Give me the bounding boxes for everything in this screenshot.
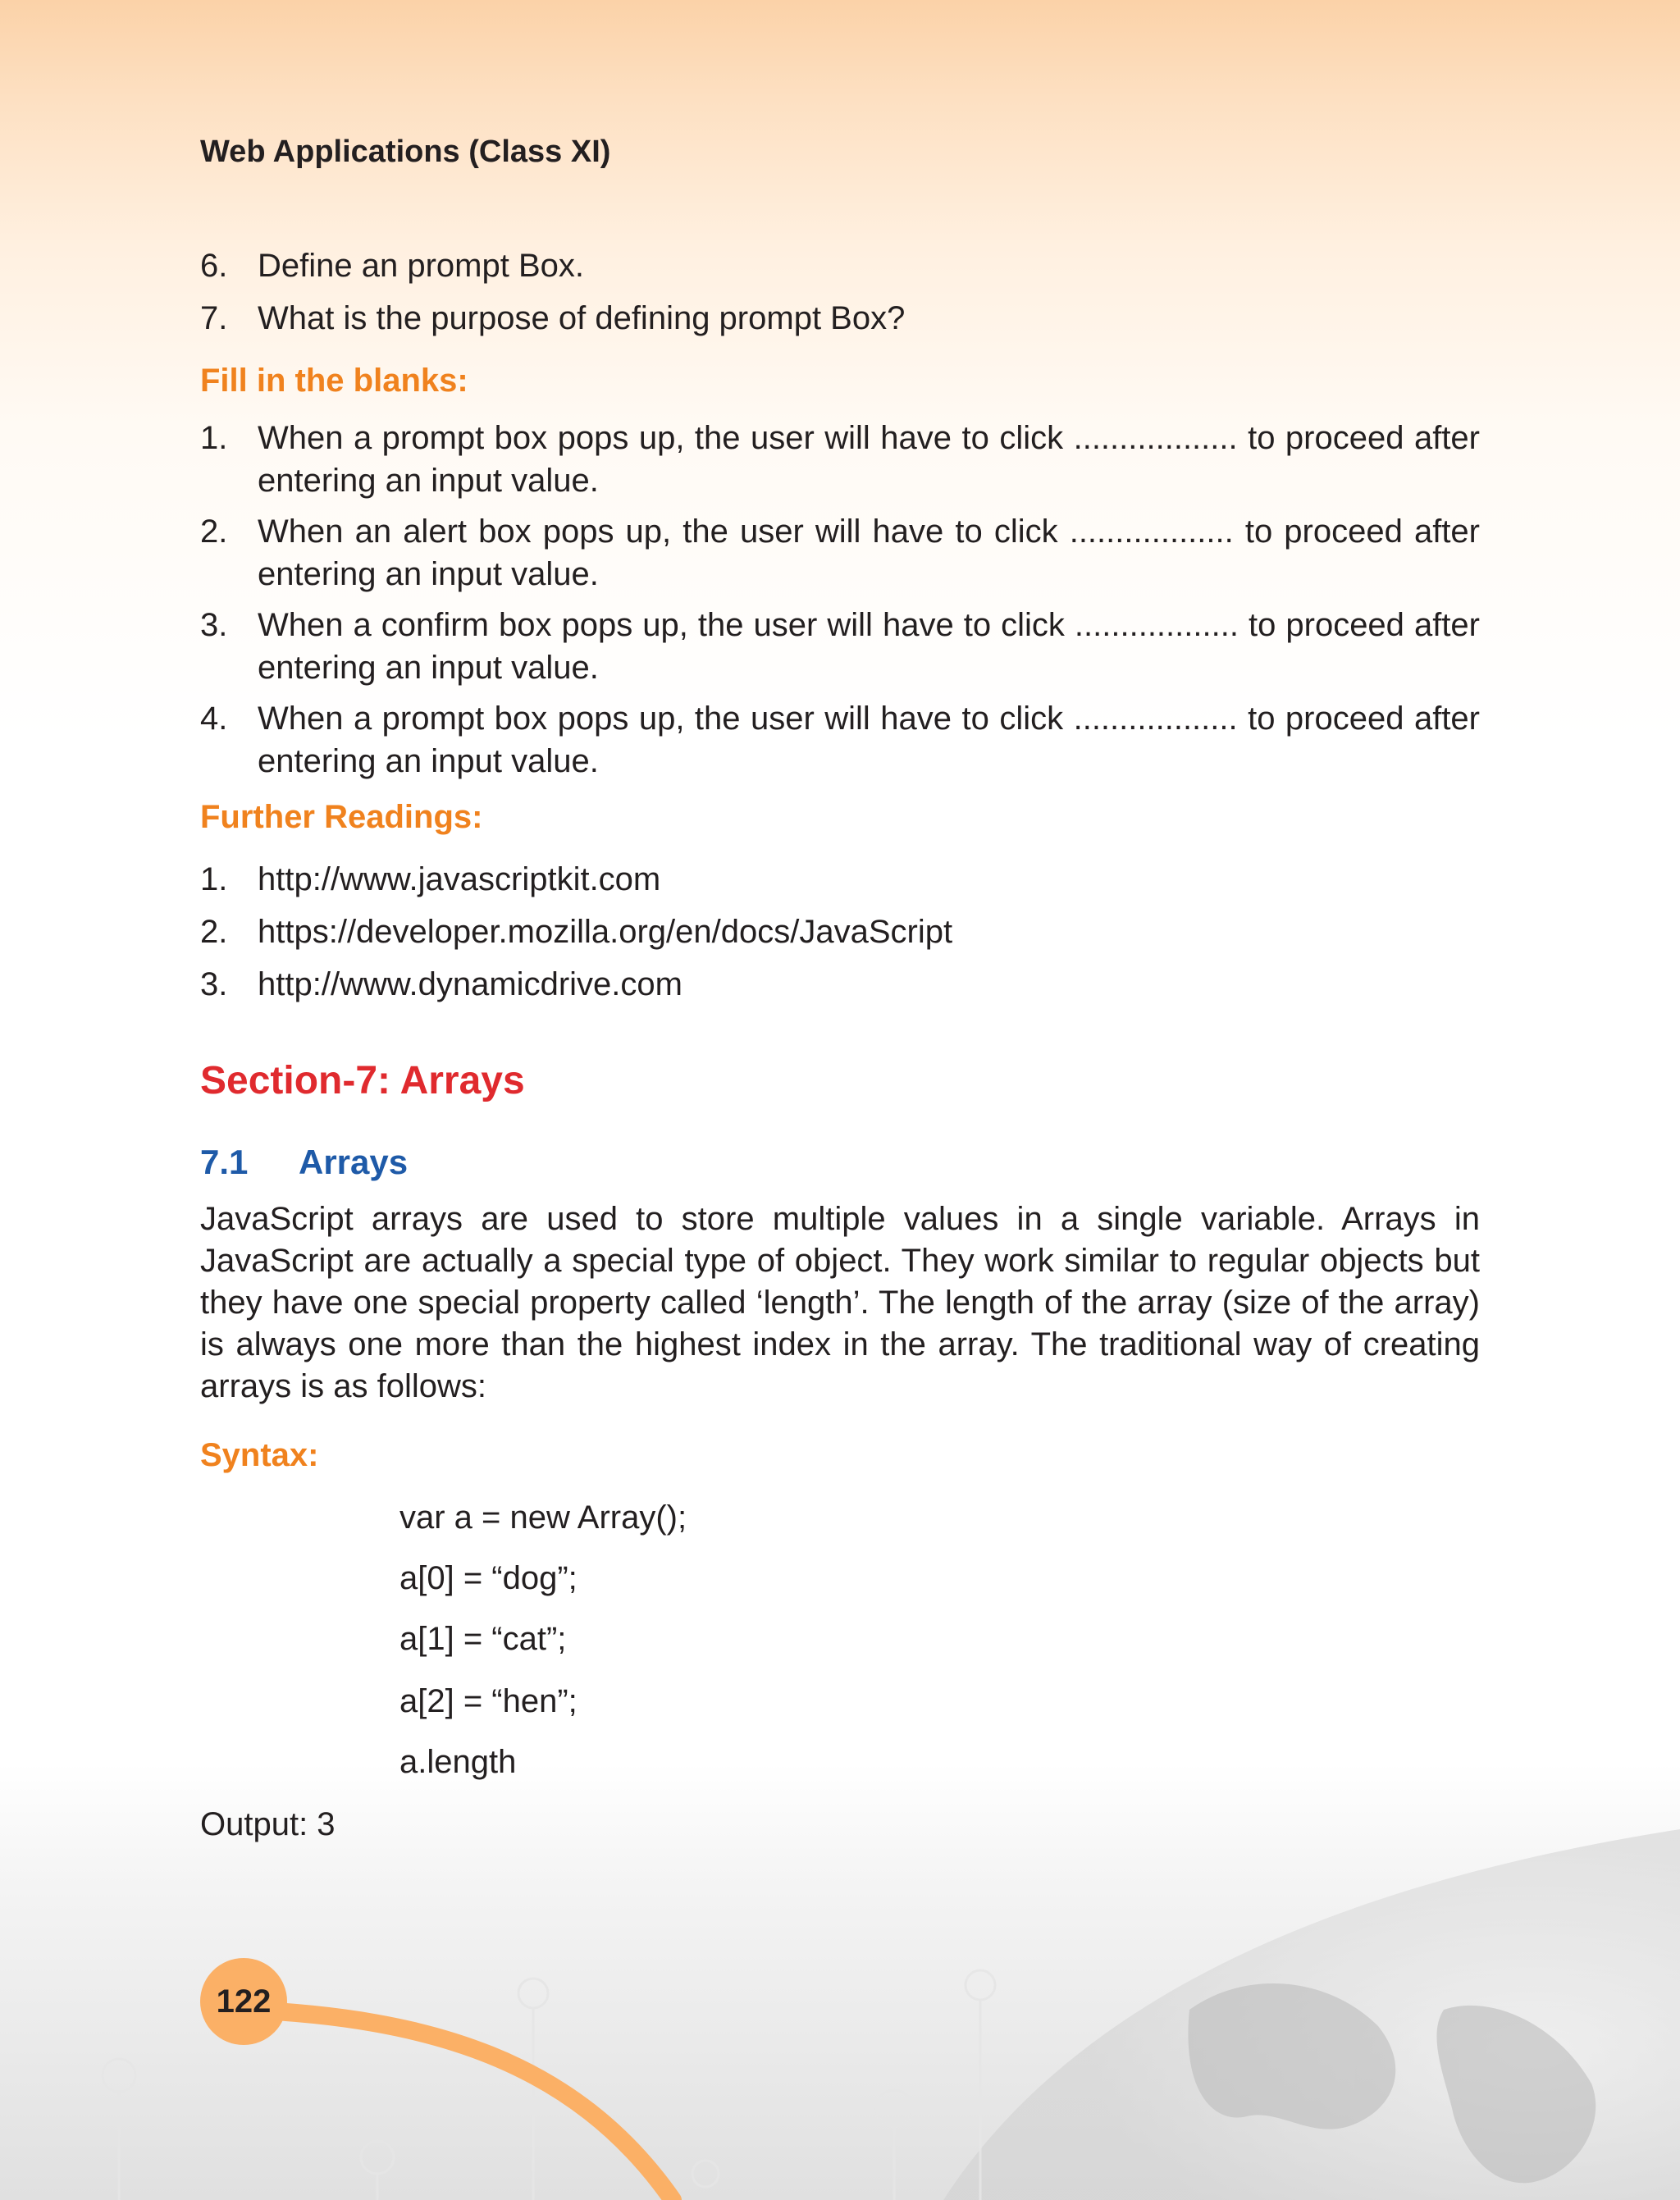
fill-blanks-heading: Fill in the blanks: [200, 363, 468, 399]
list-item [200, 697, 1480, 783]
item-text: Define an prompt Box. [258, 248, 584, 284]
further-readings-heading: Further Readings: [200, 799, 483, 835]
fill-blanks-list [200, 417, 1480, 783]
running-header: Web Applications (Class XI) [200, 135, 611, 169]
subsection-heading [200, 1143, 408, 1182]
item-number: 1. [200, 420, 228, 456]
item-text: When a prompt box pops up, the user will have to click .................. to proceed after entering an input value. [258, 701, 1480, 779]
item-number: 4. [200, 701, 228, 737]
reading-link: http://www.dynamicdrive.com [258, 966, 682, 1002]
code-line: a[2] = “hen”; [399, 1683, 578, 1719]
list-item [200, 604, 1480, 689]
item-text: When an alert box pops up, the user will have to click .................. to proceed after entering an input value. [258, 513, 1480, 592]
item-text: What is the purpose of defining prompt Box? [258, 300, 906, 336]
list-item [200, 510, 1480, 596]
list-item [200, 417, 1480, 502]
item-number: 7. [200, 300, 228, 336]
list-item [200, 297, 1480, 340]
further-readings-list [200, 858, 1480, 1006]
reading-link: http://www.javascriptkit.com [258, 861, 661, 897]
page-number-badge: 122 [200, 1958, 287, 2045]
reading-link: https://developer.mozilla.org/en/docs/JavaScript [258, 914, 953, 950]
review-questions [200, 244, 1480, 340]
item-text: When a prompt box pops up, the user will have to click .................. to proceed after entering an input value. [258, 420, 1480, 499]
code-line: a[0] = “dog”; [399, 1560, 578, 1596]
section-title: Section-7: Arrays [200, 1059, 525, 1102]
code-line: a.length [399, 1744, 517, 1780]
syntax-heading: Syntax: [200, 1437, 319, 1473]
subsection-title: Arrays [299, 1143, 409, 1181]
list-item [200, 963, 1480, 1006]
item-number: 3. [200, 607, 228, 643]
item-number: 2. [200, 513, 228, 550]
item-number: 1. [200, 861, 228, 897]
list-item [200, 244, 1480, 287]
subsection-number: 7.1 [200, 1143, 249, 1181]
code-line: var a = new Array(); [399, 1499, 687, 1536]
item-text: When a confirm box pops up, the user will have to click .................. to proceed after entering an input value. [258, 607, 1480, 686]
code-line: a[1] = “cat”; [399, 1621, 567, 1657]
list-item [200, 858, 1480, 901]
orange-swoosh [246, 2010, 673, 2200]
item-number: 2. [200, 914, 228, 950]
item-number: 3. [200, 966, 228, 1002]
output-text: Output: 3 [200, 1806, 336, 1842]
item-number: 6. [200, 248, 228, 284]
arrays-paragraph: JavaScript arrays are used to store multiple values in a single variable. Arrays in JavaScript are actually a special type of object. They work similar to regular objects but they have one special property called ‘length’. The length of the array (size of the array) is always one more than the highest index in the array. The traditional way of creating arrays is as follows: [200, 1201, 1480, 1404]
list-item [200, 911, 1480, 953]
